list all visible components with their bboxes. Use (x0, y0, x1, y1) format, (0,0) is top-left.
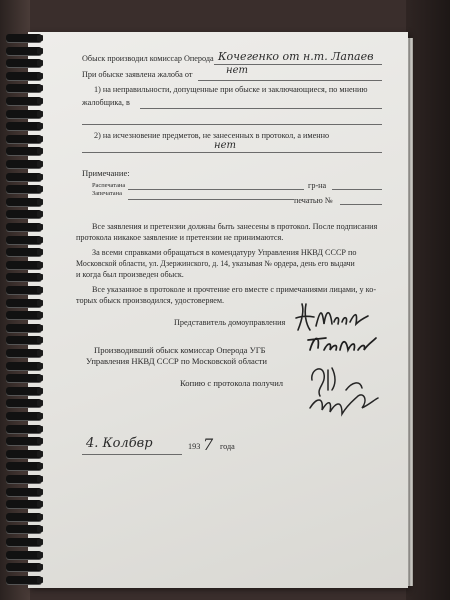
notes-sealed: Запечатана (92, 190, 122, 197)
binding-hole (37, 501, 43, 507)
binding-hole (37, 148, 43, 154)
irregularities-label: 1) на неправильности, допущенные при обыске и заключающиеся, по мнению (94, 85, 368, 94)
binding-hole (37, 426, 43, 432)
para2-line2: Московской области, ул. Дзержинского, д. 14, указывая № ордера, день его выдачи (76, 259, 355, 268)
year-prefix: 193 (188, 442, 201, 451)
complaint-handwritten: нет (226, 65, 248, 76)
binding-hole (37, 564, 43, 570)
binding-hole (37, 123, 43, 129)
notes-line-1 (128, 189, 304, 190)
para2-line1: За всеми справками обращаться в комендатуру Управления НКВД СССР по (92, 248, 357, 257)
binding-hole (37, 413, 43, 419)
binding-hole (37, 325, 43, 331)
searcher-handwritten: Кочегенко от н.т. Лапаев (218, 50, 374, 63)
para1-line2: протокола никакое заявление и претензии не принимаются. (76, 233, 284, 242)
binding-hole (37, 249, 43, 255)
binding-hole (37, 312, 43, 318)
recipient-signature (302, 360, 382, 422)
binding-hole (37, 111, 43, 117)
binding-hole (37, 514, 43, 520)
notes-line-2 (128, 199, 294, 200)
notes-seal: печатью № (294, 196, 333, 205)
binding-hole (37, 161, 43, 167)
binding-hole (37, 85, 43, 91)
binding-hole (37, 211, 43, 217)
date-line (82, 454, 182, 455)
binding-hole (37, 526, 43, 532)
binding-hole (37, 274, 43, 280)
complaint-line (198, 80, 382, 81)
binding-hole (37, 577, 43, 583)
binding-hole (37, 539, 43, 545)
date-handwritten: 4. Колбвр (86, 436, 153, 451)
binding-hole (37, 262, 43, 268)
year-digit-handwritten: 7 (203, 435, 214, 454)
binding-hole (37, 388, 43, 394)
binding-hole (37, 451, 43, 457)
binding-hole (37, 375, 43, 381)
officer-label-2: Управления НКВД СССР по Московской области (86, 356, 268, 366)
binding-hole (37, 438, 43, 444)
binding-hole (37, 237, 43, 243)
binding-hole (37, 363, 43, 369)
para2-line3: и когда был произведен обыск. (76, 270, 184, 279)
binding-hole (37, 400, 43, 406)
copy-received-label: Копию с протокола получил (180, 378, 284, 388)
binding-hole (37, 552, 43, 558)
binding-hole (37, 350, 43, 356)
binding-hole (37, 98, 43, 104)
missing-items-line (82, 152, 382, 153)
binding-hole (37, 337, 43, 343)
binding-hole (37, 73, 43, 79)
para3-line1: Все указанное в протоколе и прочтение его вместе с примечаниями лицами, у ко- (92, 285, 377, 294)
irregularities-line-1 (140, 108, 382, 109)
spiral-binding (0, 30, 44, 600)
binding-hole (37, 476, 43, 482)
notes-citizen: гр-на (308, 181, 327, 190)
binding-hole (37, 287, 43, 293)
binding-hole (37, 224, 43, 230)
notes-citizen-line (332, 189, 382, 190)
officer-signature (306, 330, 380, 356)
missing-items-handwritten: нет (214, 140, 236, 151)
notes-printed: Распечатана (92, 182, 126, 189)
complaint-label: При обыске заявлена жалоба от (82, 70, 193, 79)
binding-hole (37, 199, 43, 205)
missing-items-label: 2) на исчезновение предметов, не занесенных в протокол, а именно (94, 131, 330, 140)
searcher-label: Обыск производил комиссар Оперода (82, 54, 214, 63)
para1-line1: Все заявления и претензии должны быть занесены в протокол. После подписания (92, 222, 378, 231)
binding-hole (37, 186, 43, 192)
year-suffix: года (220, 442, 235, 451)
binding-hole (37, 35, 43, 41)
binding-hole (37, 174, 43, 180)
binding-hole (37, 136, 43, 142)
protocol-page (28, 32, 408, 588)
binding-hole (37, 48, 43, 54)
binding-hole (37, 60, 43, 66)
irregularities-label-2: жалобщика, в (82, 98, 130, 107)
binding-hole (37, 489, 43, 495)
representative-label: Представитель домоуправления (174, 318, 286, 327)
notes-label: Примечание: (82, 168, 130, 178)
notes-seal-line (340, 204, 382, 205)
binding-hole (37, 463, 43, 469)
binding-hole (37, 300, 43, 306)
officer-label-1: Производивший обыск комиссар Оперода УГБ (94, 345, 266, 355)
irregularities-line-2 (82, 124, 382, 125)
para3-line2: торых обыск производился, удостоверяем. (76, 296, 225, 305)
